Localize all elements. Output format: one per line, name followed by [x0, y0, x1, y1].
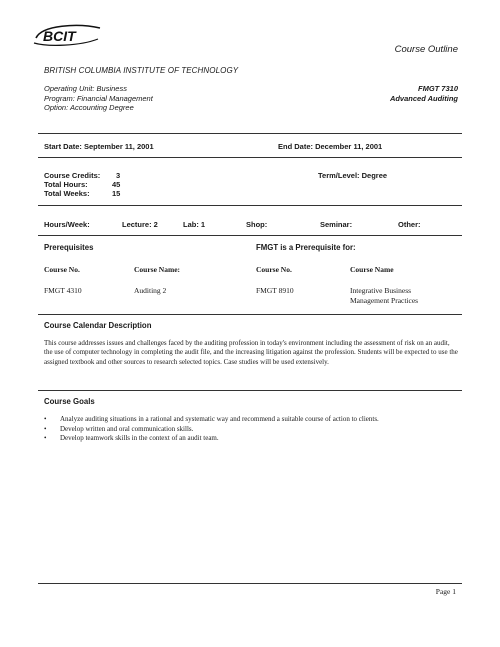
total-hours-value: 45	[112, 180, 121, 189]
end-date: End Date: December 11, 2001	[278, 142, 383, 151]
divider	[38, 157, 462, 158]
course-code: FMGT 7310	[417, 84, 458, 93]
divider	[38, 205, 462, 206]
course-identity	[390, 84, 458, 103]
dependent-course-no: FMGT 8910	[256, 286, 294, 295]
operating-unit: Operating Unit: Business	[44, 84, 127, 93]
col-course-no: Course No.	[44, 265, 80, 274]
program-info	[44, 84, 153, 113]
divider	[38, 133, 462, 134]
divider	[38, 314, 462, 315]
document-type: Course Outline	[394, 44, 458, 55]
course-title: Advanced Auditing	[389, 93, 458, 103]
total-hours-label: Total Hours:	[44, 180, 88, 189]
prerequisites-title: Prerequisites	[44, 243, 94, 252]
col-course-no-2: Course No.	[256, 265, 292, 274]
list-item: • Analyze auditing situations in a rational and systematic way and recommend a suitable course of action to clients.	[44, 415, 458, 425]
course-goals-title: Course Goals	[44, 397, 95, 406]
divider	[38, 390, 462, 391]
bcit-logo	[32, 22, 104, 48]
seminar-hours: Seminar:	[320, 220, 353, 229]
list-item: • Develop teamwork skills in the context of an audit team.	[44, 434, 458, 444]
total-weeks-label: Total Weeks:	[44, 189, 90, 198]
prereq-course-name: Auditing 2	[134, 286, 167, 295]
total-weeks-value: 15	[112, 189, 121, 198]
lecture-hours: Lecture: 2	[122, 220, 158, 229]
option: Option: Accounting Degree	[44, 103, 134, 112]
shop-hours: Shop:	[246, 220, 268, 229]
lab-hours: Lab: 1	[183, 220, 206, 229]
institute-name: BRITISH COLUMBIA INSTITUTE OF TECHNOLOGY	[44, 66, 239, 75]
calendar-description-title: Course Calendar Description	[44, 321, 152, 330]
other-hours: Other:	[398, 220, 421, 229]
calendar-description-text: This course addresses issues and challenges faced by the auditing profession in today's environment including the assessment of risk on an audit, the use of computer technology in completing the audit file, and the increasing litigation against the profession. Students will be expected to use the assigned textbook and other sources to research selected topics. Case studies will be used extensively.	[44, 339, 458, 366]
start-date: Start Date: September 11, 2001	[44, 142, 154, 151]
svg-text:BCIT: BCIT	[43, 28, 76, 44]
term-level: Term/Level: Degree	[318, 171, 388, 180]
course-credits-label: Course Credits:	[44, 171, 101, 180]
hours-week-label: Hours/Week:	[44, 220, 90, 229]
col-course-name: Course Name:	[134, 265, 181, 274]
is-prerequisite-title: FMGT is a Prerequisite for:	[256, 243, 356, 252]
col-course-name-2: Course Name	[350, 265, 394, 274]
prereq-course-no: FMGT 4310	[44, 286, 82, 295]
page-number: Page 1	[435, 587, 456, 596]
course-credits-value: 3	[116, 171, 121, 180]
list-item: • Develop written and oral communication skills.	[44, 425, 458, 435]
course-goals-list	[44, 415, 458, 444]
program: Program: Financial Management	[44, 93, 153, 103]
dependent-course-name: Integrative Business Management Practices	[350, 286, 419, 305]
footer-divider	[38, 583, 462, 584]
divider	[38, 235, 462, 236]
